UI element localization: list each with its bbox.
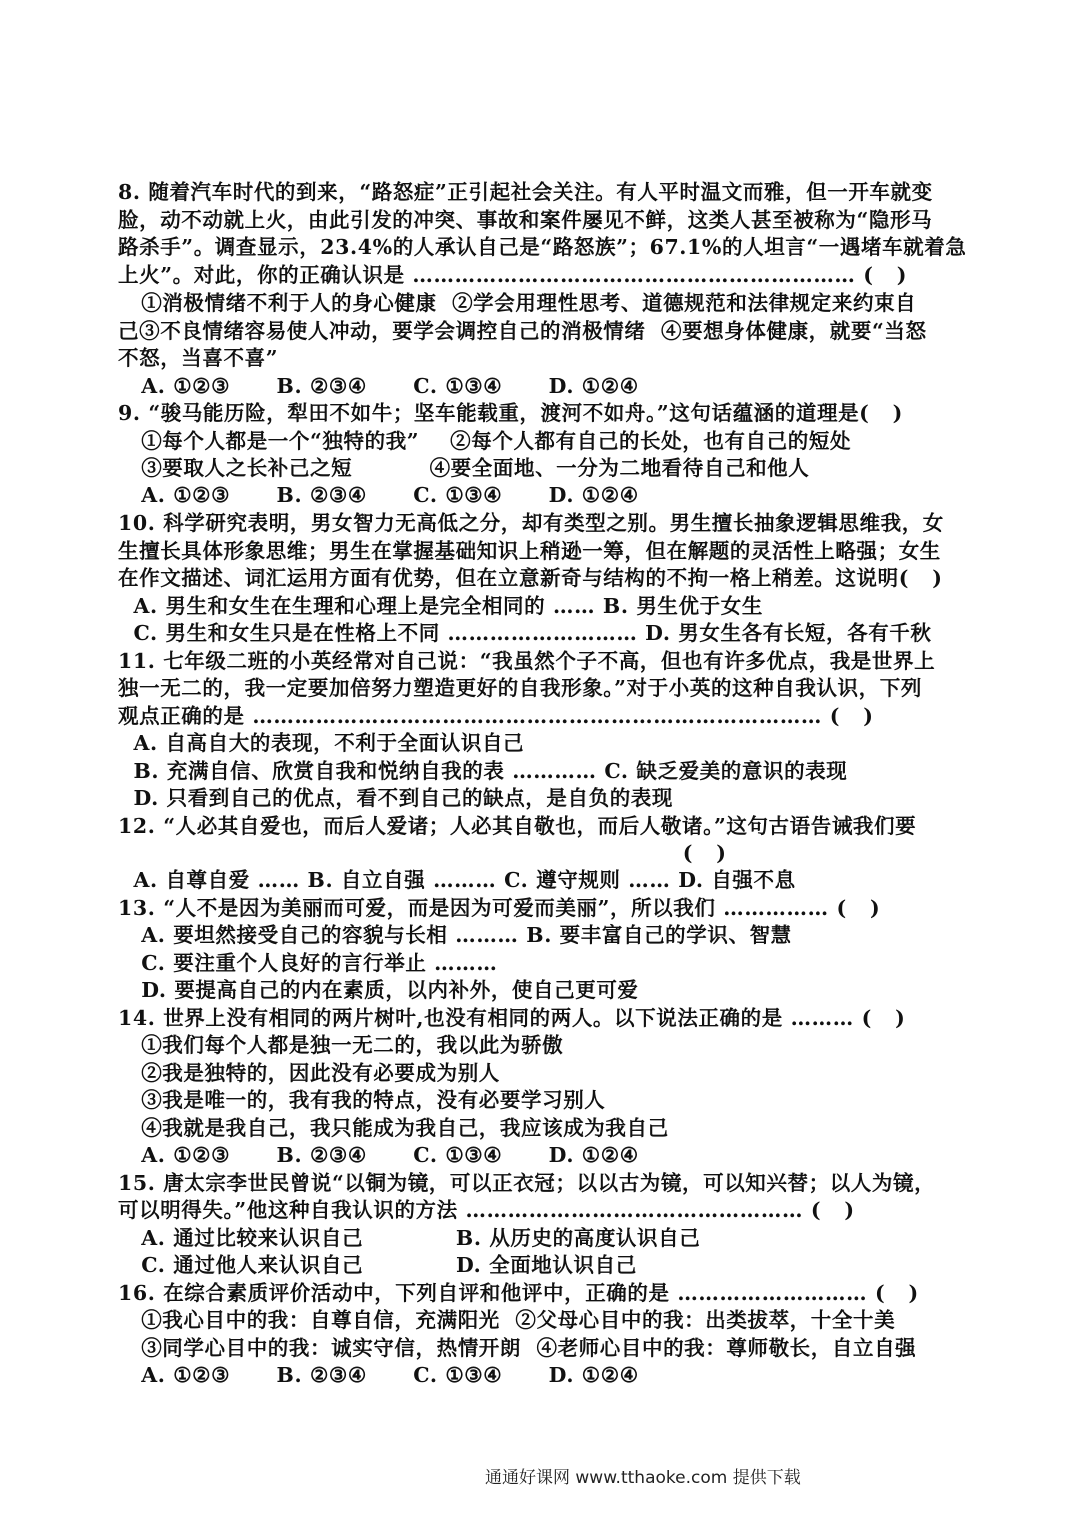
- q8-statements-1: ①消极情绪不利于人的身心健康 ②学会用理性思考、道德规范和法律规定来约束自: [118, 291, 917, 315]
- q10-options-2: C. 男生和女生只是在性格上不同 ……………………… D. 男女生各有长短，各有千秋: [118, 621, 932, 645]
- q9-stem: 9. “骏马能历险，犁田不如牛；坚车能载重，渡河不如舟。”这句话蕴涵的道理是( ): [118, 401, 903, 425]
- q10-line-1: 10. 科学研究表明，男女智力无高低之分，却有类型之别。男生擅长抽象逻辑思维我，女: [118, 511, 944, 535]
- q16-stem: 16. 在综合素质评价活动中，下列自评和他评中，正确的是 ……………………… ( ): [118, 1281, 919, 1305]
- q15-line-2: 可以明得失。”他这种自我认识的方法 ………………………………………… ( ): [118, 1198, 855, 1222]
- q12-blank: ( ): [118, 841, 727, 865]
- q13-option-d: D. 要提高自己的内在素质，以内补外，使自己更可爱: [118, 978, 639, 1002]
- q8-line-1: 8. 随着汽车时代的到来，“路怒症”正引起社会关注。有人平时温文而雅，但一开车就变: [118, 180, 933, 204]
- q15-options-cd: C. 通过他人来认识自己 D. 全面地认识自己: [118, 1253, 637, 1277]
- q15-line-1: 15. 唐太宗李世民曾说“以铜为镜，可以正衣冠；以以古为镜，可以知兴替；以人为镜，: [118, 1171, 936, 1195]
- q14-statement-3: ③我是唯一的，我有我的特点，没有必要学习别人: [118, 1088, 606, 1112]
- q12-options: A. 自尊自爱 …… B. 自立自强 ……… C. 遵守规则 …… D. 自强不息: [118, 868, 796, 892]
- q14-statement-2: ②我是独特的，因此没有必要成为别人: [118, 1061, 500, 1085]
- q11-option-a: A. 自高自大的表现，不利于全面认识自己: [118, 731, 525, 755]
- q10-line-3: 在作文描述、词汇运用方面有优势，但在立意新奇与结构的不拘一格上稍差。这说明( ): [118, 566, 943, 590]
- q14-stem: 14. 世界上没有相同的两片树叶,也没有相同的两人。以下说法正确的是 ……… ( ): [118, 1006, 906, 1030]
- q14-statement-1: ①我们每个人都是独一无二的，我以此为骄傲: [118, 1033, 564, 1057]
- q13-option-c: C. 要注重个人良好的言行举止 ………: [118, 951, 498, 975]
- q9-options: A. ①②③ B. ②③④ C. ①③④ D. ①②④: [118, 483, 639, 507]
- q11-option-bc: B. 充满自信、欣赏自我和悦纳自我的表 ………… C. 缺乏爱美的意识的表现: [118, 759, 848, 783]
- q14-statement-4: ④我就是我自己，我只能成为我自己，我应该成为我自己: [118, 1116, 669, 1140]
- q8-line-2: 脸，动不动就上火，由此引发的冲突、事故和案件屡见不鲜，这类人甚至被称为“隐形马: [118, 208, 933, 232]
- q14-options: A. ①②③ B. ②③④ C. ①③④ D. ①②④: [118, 1143, 639, 1167]
- q16-statements-2: ③同学心目中的我：诚实守信，热情开朗 ④老师心目中的我：尊师敬长，自立自强: [118, 1336, 917, 1360]
- q13-stem: 13. “人不是因为美丽而可爱，而是因为可爱而美丽”，所以我们 …………… ( ): [118, 896, 881, 920]
- footer-credit: 通通好课网 www.tthaoke.com 提供下载: [485, 1468, 801, 1488]
- q16-options: A. ①②③ B. ②③④ C. ①③④ D. ①②④: [118, 1363, 639, 1387]
- q10-line-2: 生擅长具体形象思维；男生在掌握基础知识上稍逊一筹，但在解题的灵活性上略强；女生: [118, 539, 941, 563]
- q11-option-d: D. 只看到自己的优点，看不到自己的缺点，是自负的表现: [118, 786, 673, 810]
- q15-options-ab: A. 通过比较来认识自己 B. 从历史的高度认识自己: [118, 1226, 701, 1250]
- q8-options: A. ①②③ B. ②③④ C. ①③④ D. ①②④: [118, 374, 639, 398]
- q8-line-4: 上火”。对此，你的正确认识是 ……………………………………………………… ( ): [118, 263, 908, 287]
- q9-statements-2: ③要取人之长补己之短 ④要全面地、一分为二地看待自己和他人: [118, 456, 810, 480]
- q8-line-3: 路杀手”。调查显示，23.4%的人承认自己是“路怒族”；67.1%的人坦言“一遇堵车就着急: [118, 235, 967, 259]
- q8-statements-3: 不怒，当喜不喜”: [118, 346, 279, 370]
- q10-options-1: A. 男生和女生在生理和心理上是完全相同的 …… B. 男生优于女生: [118, 594, 763, 618]
- q11-line-1: 11. 七年级二班的小英经常对自己说：“我虽然个子不高，但也有许多优点，我是世界上: [118, 649, 936, 673]
- q16-statements-1: ①我心目中的我：自尊自信，充满阳光 ②父母心目中的我：出类拔萃，十全十美: [118, 1308, 896, 1332]
- q13-options-ab: A. 要坦然接受自己的容貌与长相 ……… B. 要丰富自己的学识、智慧: [118, 923, 792, 947]
- q8-statements-2: 己③不良情绪容易使人冲动，要学会调控自己的消极情绪 ④要想身体健康，就要“当怒: [118, 319, 927, 343]
- q11-line-2: 独一无二的，我一定要加倍努力塑造更好的自我形象。”对于小英的这种自我认识，下列: [118, 676, 922, 700]
- q11-line-3: 观点正确的是 ……………………………………………………………………… ( ): [118, 704, 874, 728]
- q9-statements-1: ①每个人都是一个“独特的我” ②每个人都有自己的长处，也有自己的短处: [118, 429, 852, 453]
- q12-stem: 12. “人必其自爱也，而后人爱诸；人必其自敬也，而后人敬诸。”这句古语告诫我们要: [118, 814, 917, 838]
